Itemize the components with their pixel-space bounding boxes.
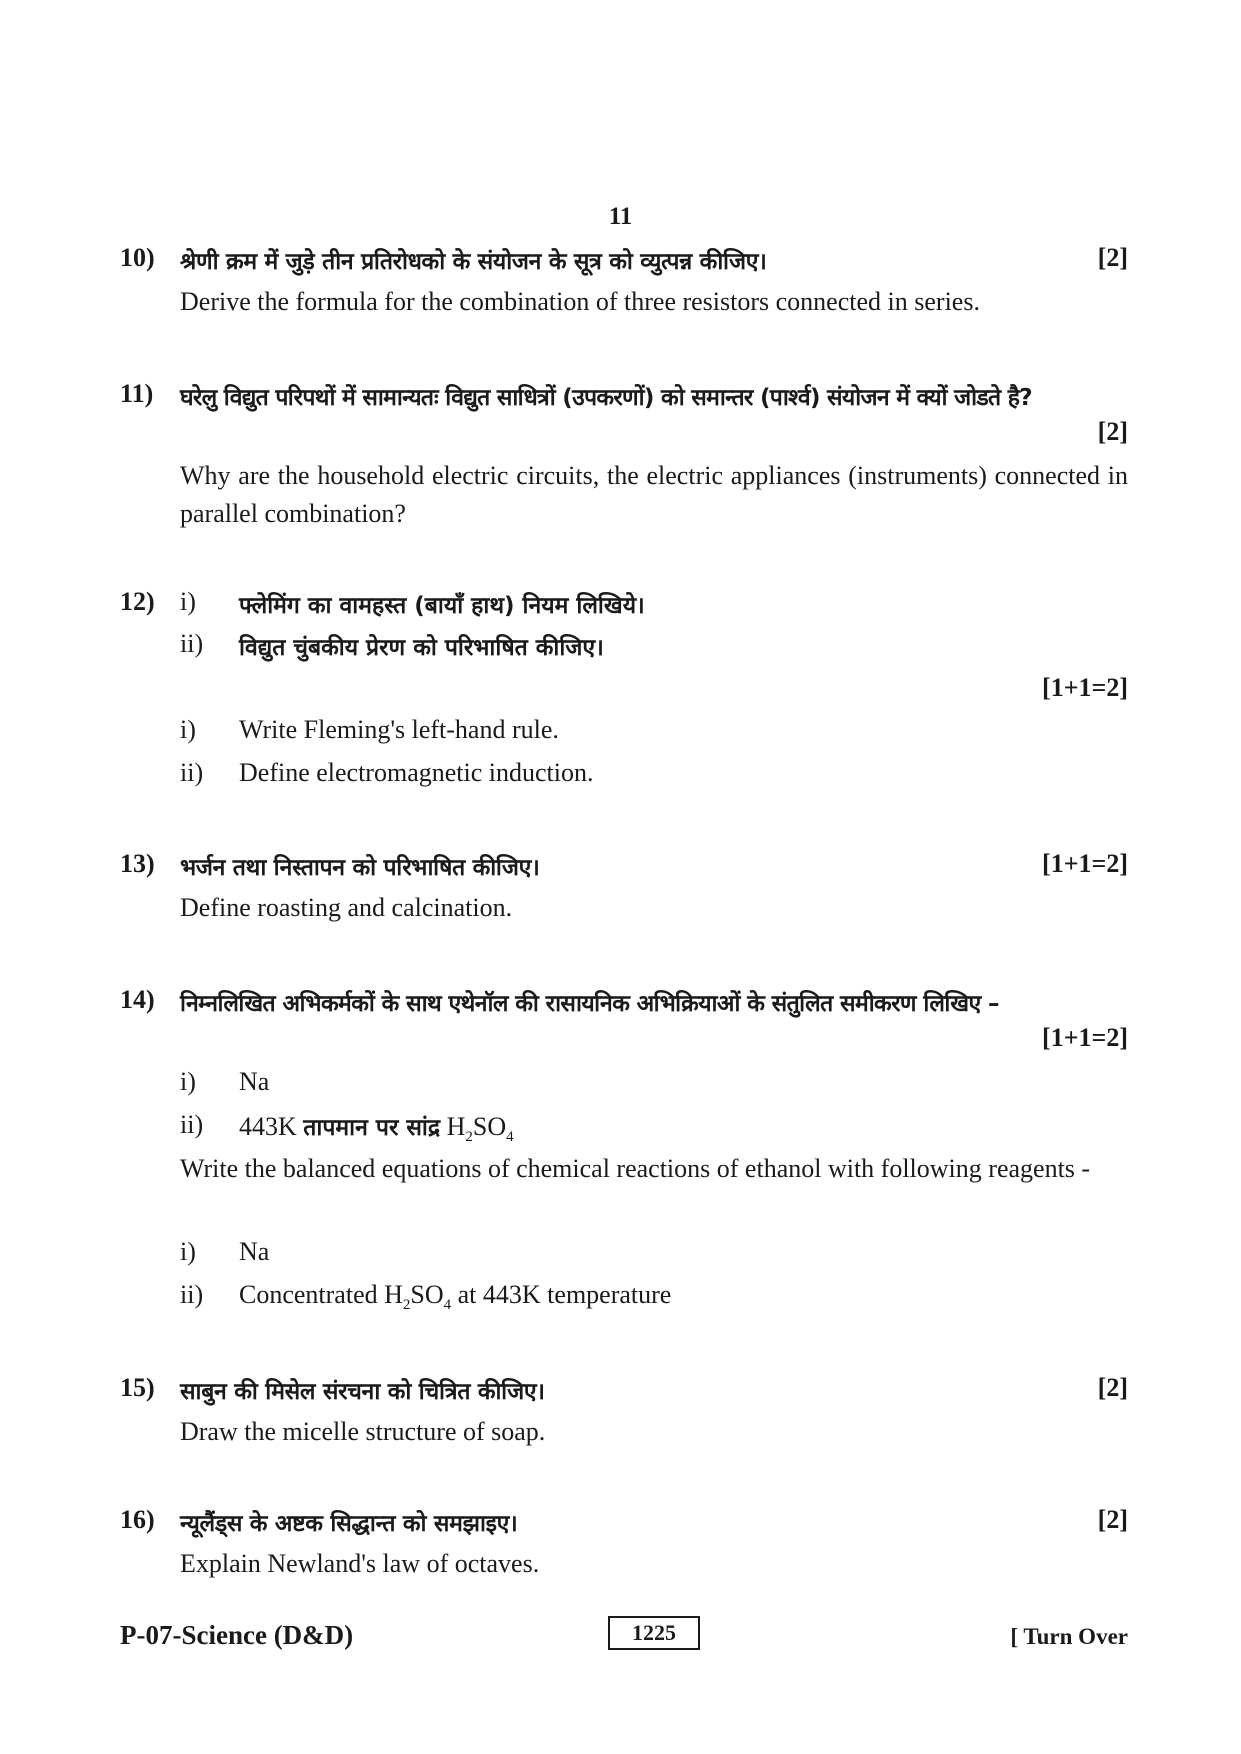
question-text-hindi: न्यूलैंड्स के अष्टक सिद्धान्त को समझाइए। (180, 1511, 518, 1537)
sub-item-text-english (239, 1280, 671, 1314)
formula-part: H (446, 1112, 466, 1141)
question-text-english: Why are the household electric circuits, the electric appliances (instruments) connected in parallel combination? (180, 461, 1128, 528)
marks: [2] (1097, 1373, 1128, 1402)
page-number: 11 (608, 203, 633, 230)
formula-subscript: 4 (443, 1297, 452, 1314)
sub-item-number: i) (180, 1237, 196, 1266)
formula-part: SO (410, 1280, 444, 1309)
turn-over-note: [ Turn Over (1010, 1624, 1128, 1649)
formula-subscript: 4 (506, 1129, 514, 1146)
question-text-english: Draw the micelle structure of soap. (180, 1417, 546, 1446)
formula-subscript: 2 (465, 1129, 473, 1146)
sub-item-tail: at 443K temperature (457, 1280, 672, 1309)
temperature-value: 443K (239, 1112, 297, 1141)
question-text-hindi: निम्नलिखित अभिकर्मकों के साथ एथेनॉल की रासायनिक अभिक्रियाओं के संतुलित समीकरण लिखिए – (180, 991, 999, 1017)
question-text-hindi: साबुन की मिसेल संरचना को चित्रित कीजिए। (180, 1379, 545, 1405)
sub-item-text-mixed (239, 1110, 514, 1146)
question-text-hindi: घरेलु विद्युत परिपथों में सामान्यतः विद्युत साधित्रों (उपकरणों) को समान्तर (पार्श्व) संयोजन में क्यों जोडते है? (180, 385, 1032, 411)
question-text-hindi: श्रेणी क्रम में जुड़े तीन प्रतिरोधको के संयोजन के सूत्र को व्युत्पन्न कीजिए। (180, 249, 767, 275)
formula-subscript: 2 (402, 1297, 411, 1314)
marks: [1+1=2] (1042, 673, 1128, 702)
sub-item-text: Na (239, 1237, 270, 1266)
sub-item-text-hindi: फ्लेमिंग का वामहस्त (बायाँ हाथ) नियम लिखिये। (239, 593, 645, 619)
marks: [2] (1097, 243, 1128, 272)
question-number: 11) (120, 379, 154, 408)
sub-item-number: i) (180, 587, 196, 616)
question-text-hindi: भर्जन तथा निस्तापन को परिभाषित कीजिए। (180, 855, 540, 881)
question-number: 13) (120, 849, 155, 878)
sub-item-number: ii) (180, 1280, 204, 1309)
question-text-english: Write the balanced equations of chemical reactions of ethanol with following reagents - (180, 1154, 1091, 1183)
formula-part: SO (472, 1112, 507, 1141)
question-text-english: Derive the formula for the combination of three resistors connected in series. (180, 287, 980, 316)
question-number: 10) (120, 243, 155, 272)
sub-item-text-english: Write Fleming's left-hand rule. (239, 715, 559, 744)
sub-item-number: ii) (180, 629, 204, 658)
sub-item-number: i) (180, 715, 196, 744)
sub-item-text-english: Define electromagnetic induction. (239, 758, 594, 787)
paper-code: P-07-Science (D&D) (120, 1620, 354, 1650)
sub-item-text-hindi: तापमान पर सांद्र (303, 1115, 441, 1141)
chemical-formula (446, 1112, 514, 1146)
sub-item-number: i) (180, 1067, 196, 1096)
marks: [1+1=2] (1042, 1023, 1128, 1052)
question-number: 12) (120, 587, 155, 616)
marks: [2] (1097, 1505, 1128, 1534)
formula-part: Concentrated H (239, 1280, 403, 1309)
question-text-english: Explain Newland's law of octaves. (180, 1549, 540, 1578)
sub-item-text-hindi: विद्युत चुंबकीय प्रेरण को परिभाषित कीजिए। (239, 635, 604, 661)
question-number: 16) (120, 1505, 155, 1534)
page-code-box: 1225 (608, 1616, 700, 1650)
question-number: 14) (120, 985, 155, 1014)
marks: [1+1=2] (1042, 849, 1128, 878)
sub-item-number: ii) (180, 1110, 204, 1139)
sub-item-number: ii) (180, 758, 204, 787)
sub-item-text: Na (239, 1067, 270, 1096)
marks: [2] (1097, 417, 1128, 446)
question-text-english: Define roasting and calcination. (180, 893, 513, 922)
question-number: 15) (120, 1373, 155, 1402)
